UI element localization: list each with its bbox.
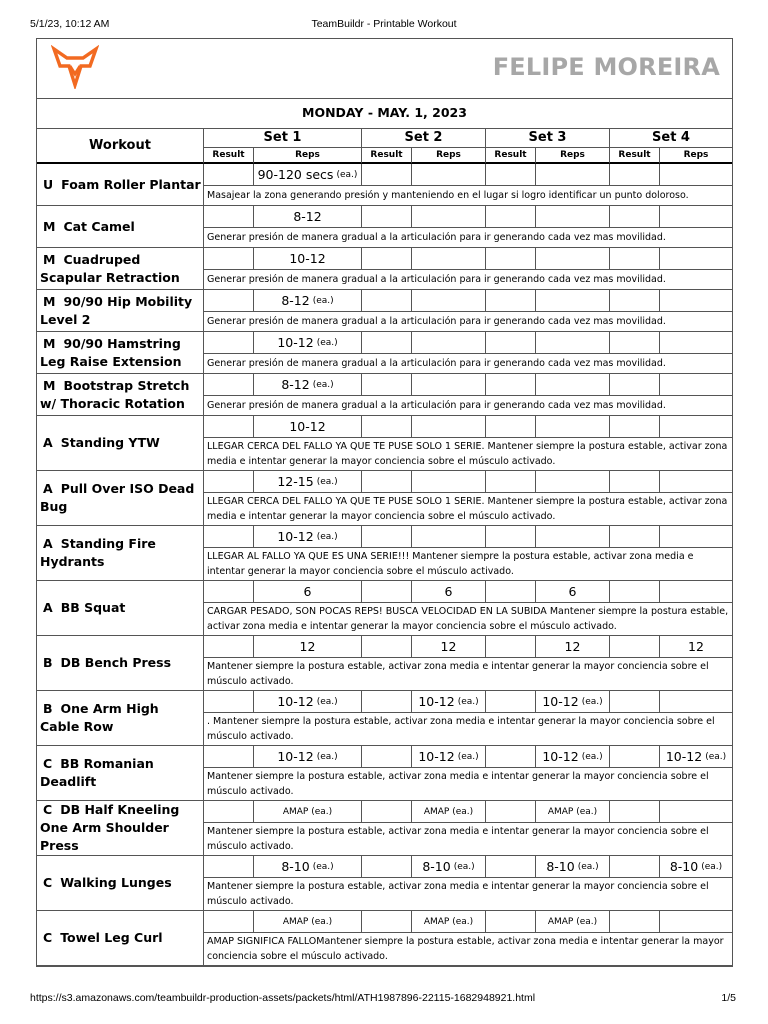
result-input[interactable] [610, 801, 660, 823]
reps-value [536, 290, 610, 312]
result-input[interactable] [610, 856, 660, 878]
reps-value [660, 911, 732, 933]
reps-text: 12 [299, 639, 316, 654]
reps-value [412, 332, 486, 354]
workout-name [37, 636, 204, 691]
coach-note [204, 438, 732, 471]
result-input[interactable] [204, 801, 254, 823]
reps-column-header: Reps [660, 148, 732, 164]
reps-value [254, 911, 362, 933]
exercise-group-code: C [43, 875, 53, 890]
result-input[interactable] [486, 332, 536, 354]
reps-unit: (ea.) [705, 751, 727, 762]
result-input[interactable] [610, 746, 660, 768]
result-input[interactable] [204, 416, 254, 438]
reps-text: 8-12 [281, 377, 310, 392]
result-column-header: Result [362, 148, 412, 164]
exercise-label [40, 599, 125, 617]
result-input[interactable] [486, 416, 536, 438]
coach-note-text: Mantener siempre la postura estable, activar zona media e intentar generar la mayor conciencia sobre el músculo activado. [207, 771, 709, 797]
result-input[interactable] [486, 471, 536, 493]
reps-value [660, 206, 732, 228]
reps-value [254, 374, 362, 396]
reps-unit: (ea.) [316, 531, 338, 542]
exercise-group-code: M [43, 335, 56, 351]
reps-value [536, 581, 610, 603]
reps-value [254, 471, 362, 493]
reps-text: 6 [303, 584, 312, 599]
coach-note [204, 228, 732, 248]
reps-value [660, 416, 732, 438]
reps-value [660, 471, 732, 493]
exercise-group-code: A [43, 536, 53, 551]
reps-value [536, 248, 610, 270]
reps-value [412, 290, 486, 312]
reps-text: 12 [688, 639, 704, 654]
reps-value [536, 471, 610, 493]
exercise-label [40, 377, 201, 413]
coach-note-text: Mantener siempre la postura estable, activar zona media e intentar generar la mayor conciencia sobre el músculo activado. [207, 661, 709, 687]
workout-name [37, 471, 204, 526]
result-input[interactable] [362, 290, 412, 312]
reps-text: 12 [440, 639, 457, 654]
coach-note [204, 768, 732, 801]
coach-note-text: Generar presión de manera gradual a la articulación para ir generando cada vez mas movilidad. [207, 274, 666, 285]
reps-value [660, 526, 732, 548]
reps-text: 10-12 [542, 694, 579, 709]
reps-value [536, 164, 610, 186]
reps-text: 10-12 [277, 529, 314, 544]
exercise-label [40, 480, 201, 516]
exercise-name: BB Squat [60, 600, 126, 615]
result-input[interactable] [204, 290, 254, 312]
workout-name [37, 164, 204, 206]
result-input[interactable] [610, 206, 660, 228]
reps-column-header: Reps [254, 148, 362, 164]
workout-sheet [36, 38, 733, 967]
workout-name [37, 581, 204, 636]
exercise-name: Foam Roller Plantar [61, 176, 201, 192]
exercise-label [40, 218, 135, 236]
reps-value [412, 374, 486, 396]
reps-value [536, 691, 610, 713]
exercise-label [40, 293, 201, 329]
reps-unit: (ea.) [312, 379, 334, 390]
reps-text: 6 [568, 584, 577, 599]
set-header: Set 4 [610, 128, 732, 148]
workout-name [37, 206, 204, 248]
result-input[interactable] [610, 471, 660, 493]
coach-note-text: LLEGAR CERCA DEL FALLO YA QUE TE PUSE SOLO 1 SERIE. Mantener siempre la postura estable, activar zona media e intentar generar la mayor conciencia sobre el músculo activado. [207, 441, 728, 467]
coach-note [204, 396, 732, 416]
result-input[interactable] [362, 856, 412, 878]
result-input[interactable] [486, 374, 536, 396]
print-footer [0, 992, 768, 1006]
result-input[interactable] [204, 911, 254, 933]
set-header: Set 2 [362, 128, 486, 148]
reps-text: 8-12 [293, 209, 322, 224]
reps-unit: (ea.) [457, 696, 479, 707]
coach-note [204, 493, 732, 526]
coach-note-text: LLEGAR CERCA DEL FALLO YA QUE TE PUSE SOLO 1 SERIE. Mantener siempre la postura estable, activar zona media e intentar generar la mayor conciencia sobre el músculo activado. [207, 496, 728, 522]
workout-name [37, 374, 204, 416]
reps-value [536, 801, 610, 823]
reps-value [660, 691, 732, 713]
result-input[interactable] [204, 471, 254, 493]
result-input[interactable] [610, 290, 660, 312]
result-input[interactable] [204, 746, 254, 768]
coach-note [204, 823, 732, 856]
result-input[interactable] [486, 164, 536, 186]
exercise-name: DB Half Kneeling One Arm Shoulder Press [40, 802, 180, 853]
print-header [0, 18, 768, 32]
reps-column-header: Reps [412, 148, 486, 164]
workout-name [37, 332, 204, 374]
exercise-group-code: B [43, 701, 53, 716]
reps-value [254, 691, 362, 713]
exercise-label [40, 176, 201, 194]
reps-value [660, 581, 732, 603]
result-input[interactable] [204, 526, 254, 548]
result-input[interactable] [486, 248, 536, 270]
exercise-group-code: U [43, 176, 54, 192]
workout-name [37, 248, 204, 290]
reps-text: 10-12 [542, 749, 579, 764]
coach-note [204, 878, 732, 911]
result-input[interactable] [486, 746, 536, 768]
print-url: https://s3.amazonaws.com/teambuildr-production-assets/packets/html/ATH1987896-22115-1682948921.html [30, 992, 536, 1004]
reps-unit: (ea.) [312, 861, 334, 872]
exercise-label [40, 251, 201, 287]
reps-text: 12-15 [277, 474, 314, 489]
reps-unit: (ea.) [453, 861, 475, 872]
coach-note-text: Generar presión de manera gradual a la articulación para ir generando cada vez mas movilidad. [207, 316, 666, 327]
result-input[interactable] [362, 636, 412, 658]
coach-note-text: Generar presión de manera gradual a la articulación para ir generando cada vez mas movilidad. [207, 358, 666, 369]
exercise-name: Walking Lunges [60, 875, 172, 890]
exercise-name: 90/90 Hamstring Leg Raise Extension [40, 335, 182, 369]
reps-text: 8-10 [546, 859, 575, 874]
exercise-group-code: M [43, 251, 56, 267]
reps-value [660, 636, 732, 658]
result-input[interactable] [362, 691, 412, 713]
reps-text: 10-12 [665, 749, 703, 764]
exercise-label [40, 654, 171, 672]
result-input[interactable] [610, 248, 660, 270]
athlete-name: FELIPE MOREIRA [492, 53, 720, 81]
coach-note-text: CARGAR PESADO, SON POCAS REPS! BUSCA VELOCIDAD EN LA SUBIDA Mantener siempre la postura estable, activar zona media e intentar generar la mayor conciencia sobre el músculo activado. [207, 606, 729, 632]
reps-column-header: Reps [536, 148, 610, 164]
result-column-header: Result [610, 148, 660, 164]
reps-text: AMAP (ea.) [423, 916, 474, 927]
reps-value [412, 526, 486, 548]
result-input[interactable] [204, 691, 254, 713]
result-input[interactable] [486, 801, 536, 823]
exercise-name: One Arm High Cable Row [40, 701, 159, 734]
reps-value [412, 691, 486, 713]
reps-value [254, 856, 362, 878]
reps-value [412, 206, 486, 228]
reps-value [536, 746, 610, 768]
reps-unit: (ea.) [457, 751, 479, 762]
reps-value [660, 248, 732, 270]
reps-text: 10-12 [418, 694, 455, 709]
result-input[interactable] [610, 332, 660, 354]
page-number: 1/5 [721, 992, 736, 1004]
reps-value [536, 636, 610, 658]
reps-text: 8-12 [281, 293, 310, 308]
result-input[interactable] [362, 248, 412, 270]
exercise-group-code: M [43, 218, 56, 234]
exercise-label [40, 535, 201, 571]
exercise-label [40, 929, 163, 947]
coach-note-text: . Mantener siempre la postura estable, activar zona media e intentar generar la mayor conciencia sobre el músculo activado. [207, 716, 715, 742]
reps-value [254, 526, 362, 548]
result-input[interactable] [486, 526, 536, 548]
result-input[interactable] [486, 911, 536, 933]
result-input[interactable] [204, 856, 254, 878]
reps-value [412, 471, 486, 493]
result-input[interactable] [610, 374, 660, 396]
coach-note-text: AMAP SIGNIFICA FALLOMantener siempre la postura estable, activar zona media e intentar generar la mayor conciencia sobre el músculo activado. [207, 936, 724, 962]
reps-text: 8-10 [422, 859, 451, 874]
coach-note-text: Generar presión de manera gradual a la articulación para ir generando cada vez mas movilidad. [207, 400, 666, 411]
result-input[interactable] [204, 206, 254, 228]
exercise-group-code: C [43, 756, 53, 771]
reps-unit: (ea.) [581, 751, 603, 762]
exercise-label [40, 434, 160, 452]
coach-note-text: LLEGAR AL FALLO YA QUE ES UNA SERIE!!! Mantener siempre la postura estable, activar zona media e intentar generar la mayor conciencia sobre el músculo activado. [207, 551, 694, 577]
result-input[interactable] [362, 471, 412, 493]
reps-value [660, 332, 732, 354]
reps-value [412, 746, 486, 768]
result-input[interactable] [204, 248, 254, 270]
coach-note [204, 548, 732, 581]
reps-text: 90-120 secs [257, 167, 334, 182]
result-input[interactable] [486, 206, 536, 228]
exercise-name: 90/90 Hip Mobility Level 2 [40, 293, 193, 327]
reps-value [412, 416, 486, 438]
exercise-name: Pull Over ISO Dead Bug [40, 481, 195, 514]
workout-name [37, 911, 204, 966]
reps-value [412, 164, 486, 186]
exercise-name: Cuadruped Scapular Retraction [40, 251, 180, 285]
workout-column-header: Workout [37, 128, 204, 164]
reps-text: 10-12 [277, 694, 314, 709]
day-title: MONDAY - MAY. 1, 2023 [37, 98, 732, 129]
reps-value [254, 801, 362, 823]
reps-value [536, 206, 610, 228]
reps-text: 10-12 [418, 749, 455, 764]
result-input[interactable] [204, 164, 254, 186]
set-header: Set 3 [486, 128, 610, 148]
result-input[interactable] [610, 691, 660, 713]
workout-name [37, 290, 204, 332]
reps-value [412, 801, 486, 823]
reps-value [412, 911, 486, 933]
reps-value [254, 332, 362, 354]
result-column-header: Result [486, 148, 536, 164]
exercise-group-code: M [43, 293, 56, 309]
result-input[interactable] [362, 416, 412, 438]
exercise-group-code: C [43, 930, 53, 945]
result-input[interactable] [610, 164, 660, 186]
exercise-group-code: C [43, 802, 53, 817]
print-datetime: 5/1/23, 10:12 AM [30, 18, 110, 30]
result-input[interactable] [486, 691, 536, 713]
reps-value [536, 911, 610, 933]
reps-unit: (ea.) [336, 169, 358, 180]
reps-value [536, 856, 610, 878]
result-input[interactable] [362, 374, 412, 396]
exercise-group-code: M [43, 377, 56, 393]
exercise-name: Cat Camel [63, 218, 135, 234]
reps-value [412, 856, 486, 878]
reps-value [254, 206, 362, 228]
result-input[interactable] [204, 332, 254, 354]
reps-value [412, 636, 486, 658]
reps-value [254, 248, 362, 270]
reps-value [536, 416, 610, 438]
result-input[interactable] [362, 526, 412, 548]
exercise-group-code: A [43, 481, 53, 496]
workout-name [37, 526, 204, 581]
result-input[interactable] [610, 416, 660, 438]
result-input[interactable] [362, 911, 412, 933]
coach-note [204, 186, 732, 206]
reps-unit: (ea.) [316, 751, 338, 762]
exercise-name: Standing Fire Hydrants [40, 536, 156, 569]
coach-note [204, 312, 732, 332]
result-input[interactable] [362, 581, 412, 603]
coach-note-text: Generar presión de manera gradual a la articulación para ir generando cada vez mas movilidad. [207, 232, 666, 243]
reps-text: AMAP (ea.) [547, 916, 598, 927]
reps-value [660, 856, 732, 878]
workout-name [37, 746, 204, 801]
result-input[interactable] [204, 374, 254, 396]
reps-value [254, 636, 362, 658]
workout-name [37, 691, 204, 746]
exercise-group-code: A [43, 600, 53, 615]
reps-value [254, 416, 362, 438]
exercise-name: BB Romanian Deadlift [40, 756, 154, 789]
reps-unit: (ea.) [316, 337, 338, 348]
reps-value [254, 164, 362, 186]
reps-value [412, 581, 486, 603]
result-input[interactable] [362, 746, 412, 768]
reps-unit: (ea.) [316, 696, 338, 707]
reps-value [254, 290, 362, 312]
result-input[interactable] [362, 801, 412, 823]
reps-value [660, 801, 732, 823]
reps-unit: (ea.) [577, 861, 599, 872]
reps-text: 8-10 [281, 859, 310, 874]
exercise-label [40, 801, 201, 855]
result-input[interactable] [362, 332, 412, 354]
coach-note [204, 713, 732, 746]
reps-unit: (ea.) [316, 476, 338, 487]
result-input[interactable] [610, 636, 660, 658]
result-input[interactable] [610, 526, 660, 548]
exercise-group-code: A [43, 435, 53, 450]
reps-unit: (ea.) [581, 696, 603, 707]
result-input[interactable] [204, 581, 254, 603]
reps-value [536, 374, 610, 396]
reps-text: 10-12 [277, 749, 314, 764]
reps-value [254, 581, 362, 603]
result-input[interactable] [362, 164, 412, 186]
result-input[interactable] [486, 856, 536, 878]
reps-value [660, 746, 732, 768]
coach-note [204, 933, 732, 966]
result-input[interactable] [362, 206, 412, 228]
reps-unit: (ea.) [312, 295, 334, 306]
exercise-name: DB Bench Press [60, 655, 172, 670]
workout-table [37, 39, 732, 968]
reps-text: 10-12 [289, 251, 326, 266]
exercise-label [40, 874, 172, 892]
reps-text: AMAP (ea.) [282, 806, 333, 817]
workout-name [37, 856, 204, 911]
exercise-label [40, 700, 201, 736]
coach-note-text: Mantener siempre la postura estable, activar zona media e intentar generar la mayor conciencia sobre el músculo activado. [207, 881, 709, 907]
set-header: Set 1 [204, 128, 362, 148]
coach-note [204, 658, 732, 691]
coach-note [204, 354, 732, 374]
coach-note [204, 270, 732, 290]
reps-text: 10-12 [289, 419, 326, 434]
exercise-group-code: B [43, 655, 53, 670]
reps-text: 10-12 [277, 335, 314, 350]
coach-note-text: Masajear la zona generando presión y manteniendo en el lugar si logro identificar un punto doloroso. [207, 190, 689, 201]
result-input[interactable] [204, 636, 254, 658]
reps-unit: (ea.) [701, 861, 723, 872]
reps-value [412, 248, 486, 270]
reps-text: AMAP (ea.) [282, 916, 333, 927]
reps-value [254, 746, 362, 768]
print-title: TeamBuildr - Printable Workout [311, 18, 457, 30]
result-input[interactable] [610, 911, 660, 933]
result-column-header: Result [204, 148, 254, 164]
result-input[interactable] [610, 581, 660, 603]
exercise-label [40, 335, 201, 371]
reps-value [660, 290, 732, 312]
reps-value [660, 164, 732, 186]
exercise-name: Bootstrap Stretch w/ Thoracic Rotation [40, 377, 190, 411]
exercise-name: Standing YTW [60, 435, 160, 450]
reps-value [660, 374, 732, 396]
reps-value [536, 332, 610, 354]
reps-text: 8-10 [669, 859, 699, 874]
workout-name [37, 801, 204, 856]
result-input[interactable] [486, 636, 536, 658]
reps-text: 12 [564, 639, 581, 654]
exercise-label [40, 755, 201, 791]
reps-value [536, 526, 610, 548]
reps-text: AMAP (ea.) [423, 806, 474, 817]
workout-name [37, 416, 204, 471]
result-input[interactable] [486, 581, 536, 603]
result-input[interactable] [486, 290, 536, 312]
coach-note [204, 603, 732, 636]
exercise-name: Towel Leg Curl [60, 930, 163, 945]
coach-note-text: Mantener siempre la postura estable, activar zona media e intentar generar la mayor conciencia sobre el músculo activado. [207, 826, 709, 852]
reps-text: 6 [444, 584, 453, 599]
reps-text: AMAP (ea.) [547, 806, 598, 817]
